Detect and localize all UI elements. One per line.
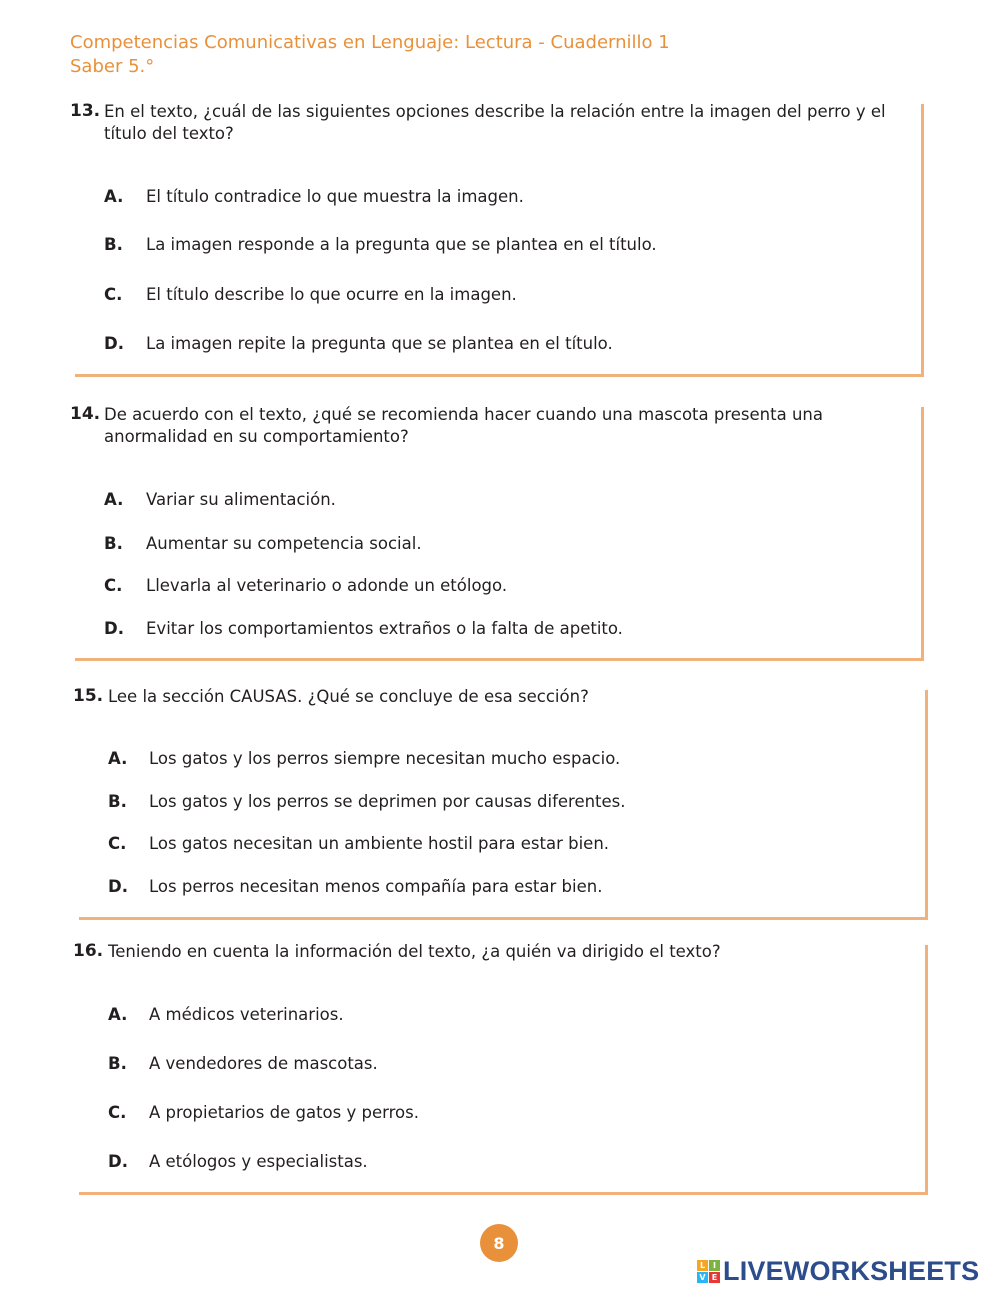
question-text: Lee la sección CAUSAS. ¿Qué se concluye de esa sección? <box>108 687 589 706</box>
option-letter: C. <box>108 834 127 853</box>
liveworksheets-logo <box>697 1256 979 1287</box>
logo-letter: V <box>697 1272 708 1283</box>
liveworksheets-brand: LIVEWORKSHEETS <box>723 1256 980 1286</box>
option-letter: C. <box>108 1103 127 1122</box>
logo-letter: L <box>697 1260 708 1271</box>
option-d[interactable]: La imagen repite la pregunta que se plantea en el título. <box>146 334 613 353</box>
question-border-right <box>921 104 924 377</box>
question-text: En el texto, ¿cuál de las siguientes opciones describe la relación entre la imagen del perro y el título del texto? <box>104 102 886 143</box>
option-letter: B. <box>104 534 123 553</box>
option-letter: B. <box>104 235 123 254</box>
option-c[interactable]: Los gatos necesitan un ambiente hostil para estar bien. <box>149 834 610 853</box>
option-a[interactable]: Variar su alimentación. <box>146 490 336 509</box>
option-letter: B. <box>108 792 127 811</box>
option-letter: A. <box>108 749 128 768</box>
option-a[interactable]: A médicos veterinarios. <box>149 1005 344 1024</box>
header-title: Competencias Comunicativas en Lenguaje: Lectura - Cuadernillo 1 <box>70 32 670 53</box>
option-letter: D. <box>104 619 124 638</box>
option-letter: D. <box>104 334 124 353</box>
question-border-right <box>921 407 924 661</box>
question-border-bottom <box>75 374 924 377</box>
question-number: 14. <box>70 404 101 424</box>
option-c[interactable]: A propietarios de gatos y perros. <box>149 1103 419 1122</box>
option-a[interactable]: Los gatos y los perros siempre necesitan mucho espacio. <box>149 749 621 768</box>
option-b[interactable]: Aumentar su competencia social. <box>146 534 422 553</box>
option-letter: C. <box>104 576 123 595</box>
option-letter: A. <box>104 187 124 206</box>
option-d[interactable]: Los perros necesitan menos compañía para estar bien. <box>149 877 603 896</box>
document-header <box>70 31 670 79</box>
option-letter: A. <box>104 490 124 509</box>
option-d[interactable]: A etólogos y especialistas. <box>149 1152 368 1171</box>
header-grade: Saber 5.° <box>70 56 155 77</box>
option-letter: C. <box>104 285 123 304</box>
option-a[interactable]: El título contradice lo que muestra la imagen. <box>146 187 524 206</box>
question-border-right <box>925 945 928 1195</box>
logo-letter: E <box>709 1272 720 1283</box>
option-letter: D. <box>108 1152 128 1171</box>
question-border-right <box>925 690 928 920</box>
page-number: 8 <box>480 1224 518 1262</box>
question-number: 16. <box>73 941 104 961</box>
question-border-bottom <box>79 1192 928 1195</box>
question-text: Teniendo en cuenta la información del texto, ¿a quién va dirigido el texto? <box>108 942 721 961</box>
question-border-bottom <box>75 658 924 661</box>
option-letter: D. <box>108 877 128 896</box>
option-b[interactable]: A vendedores de mascotas. <box>149 1054 378 1073</box>
logo-letter: I <box>709 1260 720 1271</box>
option-d[interactable]: Evitar los comportamientos extraños o la falta de apetito. <box>146 619 623 638</box>
option-letter: B. <box>108 1054 127 1073</box>
question-number: 15. <box>73 686 104 706</box>
option-letter: A. <box>108 1005 128 1024</box>
question-border-bottom <box>79 917 928 920</box>
option-c[interactable]: El título describe lo que ocurre en la imagen. <box>146 285 517 304</box>
option-c[interactable]: Llevarla al veterinario o adonde un etólogo. <box>146 576 508 595</box>
question-number: 13. <box>70 101 101 121</box>
option-b[interactable]: Los gatos y los perros se deprimen por causas diferentes. <box>149 792 626 811</box>
option-b[interactable]: La imagen responde a la pregunta que se plantea en el título. <box>146 235 657 254</box>
question-text: De acuerdo con el texto, ¿qué se recomienda hacer cuando una mascota presenta una anormalidad en su comportamiento? <box>104 405 823 446</box>
liveworksheets-logo-icon <box>697 1260 720 1283</box>
